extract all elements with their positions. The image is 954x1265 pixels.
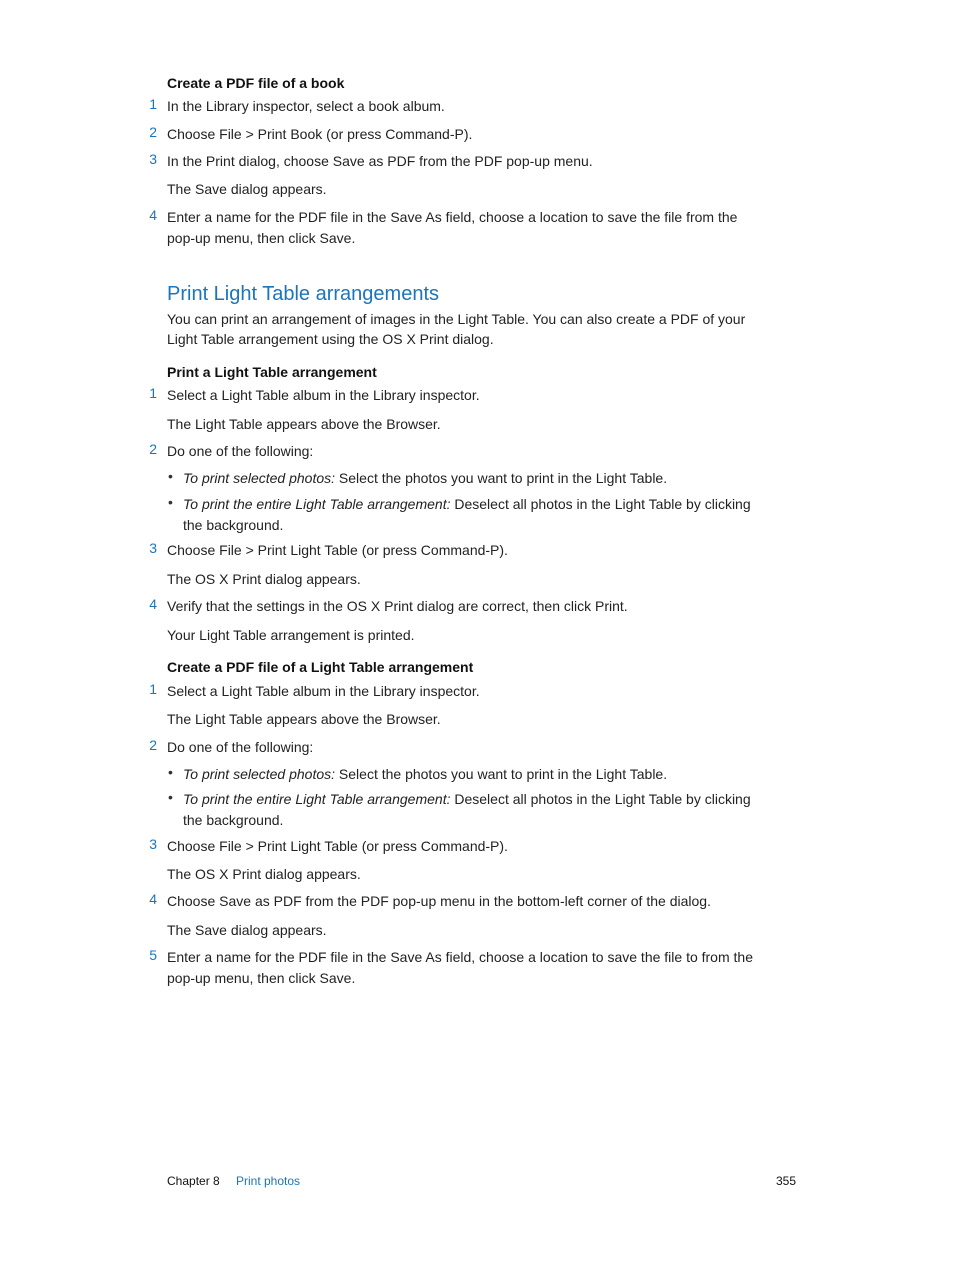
step-note: The Save dialog appears. [167, 922, 327, 938]
subhead-pdf-light-table: Create a PDF file of a Light Table arrangement [167, 659, 474, 675]
step-text: Enter a name for the PDF file in the Save As field, choose a location to save the file to from the [167, 949, 753, 965]
footer-chapter: Chapter 8 [167, 1174, 220, 1188]
step-text: Do one of the following: [167, 739, 314, 755]
subhead-print-light-table: Print a Light Table arrangement [167, 364, 377, 380]
bullet-mark: • [168, 494, 173, 510]
step-note: The Save dialog appears. [167, 181, 327, 197]
bullet-text: Deselect all photos in the Light Table by clicking [450, 791, 751, 807]
bullet-lead: To print the entire Light Table arrangement: [183, 791, 451, 807]
step-text-continued: pop-up menu, then click Save. [167, 230, 356, 246]
step-number: 1 [149, 385, 157, 401]
bullet-mark: • [168, 789, 173, 805]
step-number: 3 [149, 151, 157, 167]
bullet-item [183, 494, 751, 514]
page-number: 355 [776, 1174, 797, 1188]
footer-chapter-link[interactable]: Print photos [236, 1174, 301, 1188]
step-note: The Light Table appears above the Browser. [167, 416, 441, 432]
bullet-lead: To print selected photos: [183, 766, 336, 782]
step-number: 2 [149, 124, 157, 140]
step-text: Choose File > Print Light Table (or press Command-P). [167, 542, 508, 558]
step-number: 3 [149, 836, 157, 852]
step-note: The Light Table appears above the Browser. [167, 711, 441, 727]
step-text: Verify that the settings in the OS X Print dialog are correct, then click Print. [167, 598, 628, 614]
step-note: The OS X Print dialog appears. [167, 866, 361, 882]
step-text: Choose File > Print Light Table (or press Command-P). [167, 838, 508, 854]
section-title: Print Light Table arrangements [167, 283, 440, 305]
step-number: 1 [149, 681, 157, 697]
bullet-lead: To print selected photos: [183, 470, 336, 486]
bullet-text: Deselect all photos in the Light Table by clicking [450, 496, 751, 512]
step-number: 2 [149, 737, 157, 753]
step-text: Select a Light Table album in the Library inspector. [167, 387, 480, 403]
step-text: Select a Light Table album in the Library inspector. [167, 683, 480, 699]
bullet-item [183, 468, 667, 488]
step-number: 2 [149, 441, 157, 457]
step-note: Your Light Table arrangement is printed. [167, 627, 415, 643]
step-number: 4 [149, 207, 157, 223]
step-text: Choose File > Print Book (or press Command-P). [167, 126, 473, 142]
bullet-item [183, 789, 751, 809]
step-number: 3 [149, 540, 157, 556]
step-number: 4 [149, 596, 157, 612]
step-text: Choose Save as PDF from the PDF pop-up menu in the bottom-left corner of the dialog. [167, 893, 711, 909]
step-number: 1 [149, 96, 157, 112]
bullet-lead: To print the entire Light Table arrangement: [183, 496, 451, 512]
step-text: In the Print dialog, choose Save as PDF from the PDF pop-up menu. [167, 153, 593, 169]
bullet-text: Select the photos you want to print in the Light Table. [335, 470, 668, 486]
step-note: The OS X Print dialog appears. [167, 571, 361, 587]
bullet-text: Select the photos you want to print in the Light Table. [335, 766, 668, 782]
step-number: 5 [149, 947, 157, 963]
bullet-mark: • [168, 468, 173, 484]
step-text: In the Library inspector, select a book album. [167, 98, 445, 114]
bullet-item-continued: the background. [183, 812, 284, 828]
intro-paragraph-continued: Light Table arrangement using the OS X Print dialog. [167, 331, 494, 347]
step-number: 4 [149, 891, 157, 907]
bullet-item-continued: the background. [183, 517, 284, 533]
intro-paragraph: You can print an arrangement of images in the Light Table. You can also create a PDF of your [167, 311, 746, 327]
bullet-item [183, 764, 667, 784]
bullet-mark: • [168, 764, 173, 780]
step-text: Do one of the following: [167, 443, 314, 459]
step-text-continued: pop-up menu, then click Save. [167, 970, 356, 986]
subhead-pdf-book: Create a PDF file of a book [167, 75, 345, 91]
step-text: Enter a name for the PDF file in the Save As field, choose a location to save the file from the [167, 209, 738, 225]
